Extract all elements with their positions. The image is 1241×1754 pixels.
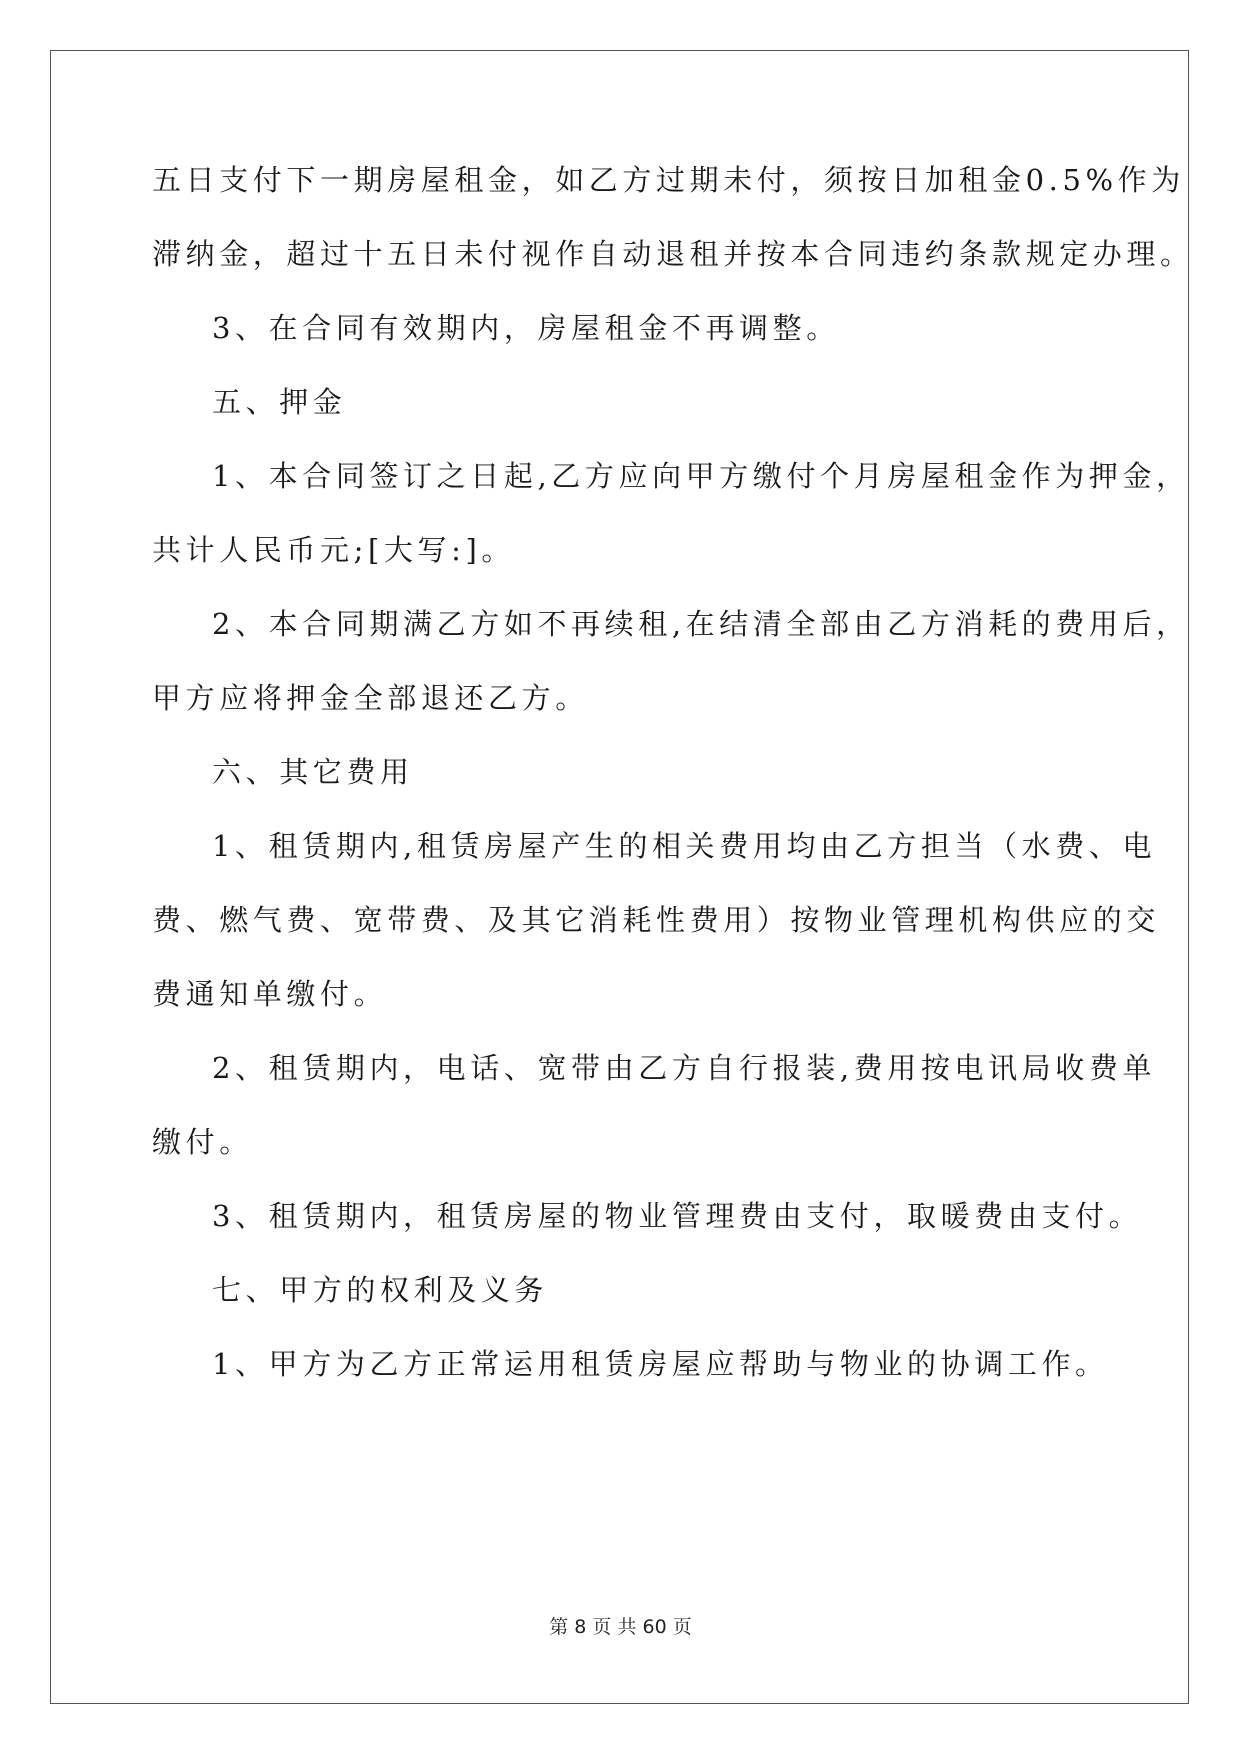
text-line: 2、本合同期满乙方如不再续租,在结清全部由乙方消耗的费用后， — [212, 607, 1190, 641]
text-line: 2、租赁期内，电话、宽带由乙方自行报装,费用按电讯局收费单 — [212, 1051, 1157, 1085]
page-number-footer: 第 8 页 共 60 页 — [549, 1616, 692, 1638]
text-line: 费通知单缴付。 — [152, 977, 388, 1011]
text-line: 1、甲方为乙方正常运用租赁房屋应帮助与物业的协调工作。 — [212, 1347, 1109, 1381]
section-heading: 五、押金 — [212, 385, 347, 419]
text-line: 1、租赁期内,租赁房屋产生的相关费用均由乙方担当（水费、电 — [212, 829, 1157, 863]
section-heading: 六、其它费用 — [212, 755, 414, 789]
text-line: 3、在合同有效期内，房屋租金不再调整。 — [212, 311, 840, 345]
text-line: 五日支付下一期房屋租金，如乙方过期未付，须按日加租金0.5%作为 — [152, 163, 1185, 197]
section-heading: 七、甲方的权利及义务 — [212, 1273, 549, 1307]
text-line: 费、燃气费、宽带费、及其它消耗性费用）按物业管理机构供应的交 — [152, 903, 1161, 937]
text-line: 缴付。 — [152, 1125, 253, 1159]
text-line: 1、本合同签订之日起,乙方应向甲方缴付个月房屋租金作为押金， — [212, 459, 1190, 493]
text-line: 甲方应将押金全部退还乙方。 — [152, 681, 589, 715]
text-line: 滞纳金，超过十五日未付视作自动退租并按本合同违约条款规定办理。 — [152, 237, 1194, 271]
text-line: 3、租赁期内，租赁房屋的物业管理费由支付，取暖费由支付。 — [212, 1199, 1143, 1233]
page-border — [50, 50, 1189, 1704]
text-line: 共计人民币元;[大写:]。 — [152, 533, 515, 567]
